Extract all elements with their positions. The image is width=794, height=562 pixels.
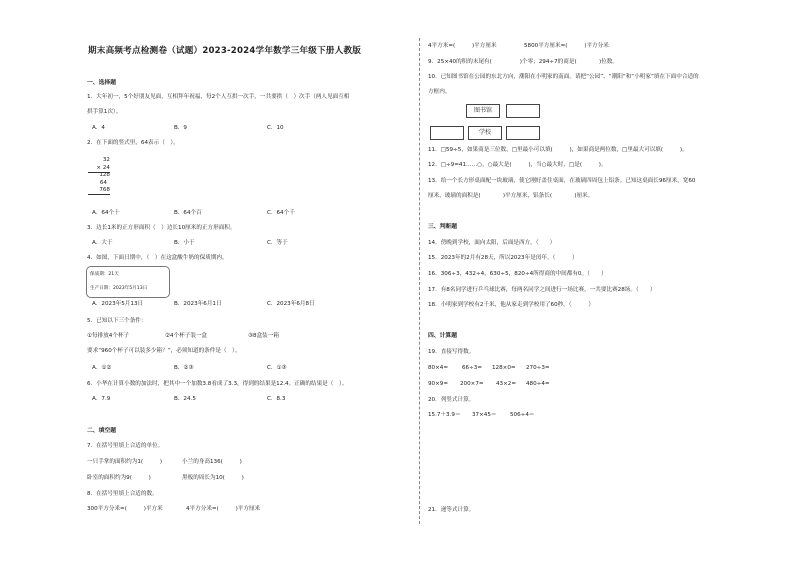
calc-item: 80×4= (428, 365, 449, 371)
vertical-row: 128 (99, 172, 110, 178)
calc-item: 480÷4= (526, 381, 550, 387)
question-1-option-a: A．4 (92, 125, 105, 131)
question-11: 11．□59÷5，如果商是三位数，□里最小可以填( )，如果商是两位数，□里最大可以填( )。 (428, 147, 688, 153)
question-8-b: 4平方分米=( )平方厘米 (186, 506, 261, 512)
calc-item: 270÷3= (526, 365, 550, 371)
vertical-calc-item: 506÷4＝ (510, 412, 535, 418)
column-divider (419, 38, 420, 524)
question-1-option-c: C．10 (267, 125, 284, 131)
question-21: 21．递等式计算。 (428, 507, 475, 513)
box-empty-right (506, 126, 540, 140)
question-5-option-b: B．②③ (174, 365, 194, 371)
section-judge-title: 三、判断题 (428, 224, 457, 230)
question-6-option-c: C．8.3 (267, 396, 286, 402)
vertical-row: 32 (102, 157, 110, 163)
question-13-line1: 13．给一个长方形桌面配一块玻璃，使它刚好盖住桌面，在玻璃四周包上铝条。已知这桌面长96厘米，宽60 (428, 178, 696, 184)
question-3-option-c: C．等于 (267, 240, 288, 246)
question-1-line1: 1．大年初一，5个好朋友见面，互相拜年祝福，每2个人互拱一次手，一共要拱（ ）次手（两人见面互相 (87, 94, 350, 100)
question-5: 5．已知以下三个条件： (87, 318, 147, 324)
question-18: 18．小明家到学校有2千米，他从家走到学校用了60秒。（ ） (428, 302, 595, 308)
vertical-line (88, 172, 110, 173)
question-7-blackboard: 黑板的周长为10( ) (182, 475, 244, 481)
question-5-condition-2: ②4个杯子装一盒 (165, 333, 208, 339)
question-4: 4．如图，下面日期中，（ ）在这盒酸牛奶的保质期内。 (87, 255, 228, 261)
question-16: 16．306÷3，432÷4，630÷5，820÷4所得商的中间都有0。（ ） (428, 271, 607, 277)
vertical-calc-item: 37×45＝ (472, 412, 497, 418)
question-13-line2: 厘米，玻璃的面积是( )平方厘米，铝条长( )厘米。 (428, 193, 594, 199)
section-choice-title: 一、选择题 (87, 80, 116, 86)
milk-shelf-life: 保质期：21天 (90, 272, 119, 277)
question-12: 12．□÷9=41……○，○最大是( )，当○最大时，□是( )。 (428, 162, 607, 168)
question-9: 9．25×40的积的末尾有( )个零；294÷7的商是( )位数。 (428, 59, 618, 65)
question-6-option-a: A．7.9 (92, 396, 111, 402)
section-fill-title: 二、填空题 (87, 428, 116, 434)
page-title: 期末高频考点检测卷（试题）2023-2024学年数学三年级下册人教版 (88, 46, 362, 56)
calc-item: 43×2= (496, 381, 517, 387)
section-calc-title: 四、计算题 (428, 333, 457, 339)
question-7-palm: 一只手掌的面积约为1( ) (87, 459, 163, 465)
question-1-line2: 拱手算1次）。 (87, 109, 122, 115)
question-2-option-a: A．64个十 (92, 210, 120, 216)
vertical-row: 768 (99, 187, 110, 193)
question-3-option-b: B．小于 (174, 240, 195, 246)
question-7-bedroom: 卧室的面积约为9( ) (87, 475, 151, 481)
question-2-option-b: B．64个百 (174, 210, 202, 216)
question-4-option-b: B．2023年6月1日 (174, 301, 222, 307)
question-7: 7．在括号里填上合适的单位。 (87, 443, 164, 449)
calc-item: 128×0= (492, 365, 516, 371)
question-5-condition-3: ③8盒装一箱 (248, 333, 279, 339)
question-4-option-c: C．2023年6月8日 (267, 301, 315, 307)
question-4-option-a: A．2023年5月13日 (92, 301, 144, 307)
question-1-option-b: B．9 (174, 125, 187, 131)
question-6: 6．小华在计算小数的加法时，把其中一个加数3.8看成了3.3，得到的结果是12.4。正确的结果是（ ）。 (87, 381, 348, 387)
question-15: 15．2023年的2月有28天，所以2023年是闰年。（ ） (428, 255, 578, 261)
calc-item: 66÷3= (462, 365, 483, 371)
question-17: 17．有8名同学进行乒乓球比赛，每两名同学之间进行一场比赛，一共要比赛28场。（ ） (428, 287, 656, 293)
question-10-line1: 10．已知图书馆在公园的东北方向，潮阳在小明家的南面。请把“公园”、“潮阳”和“小明家”填在下面中合适的 (428, 74, 699, 80)
question-2: 2．在下面的竖式里，64表示（ ）。 (87, 140, 179, 146)
question-2-option-c: C．64个千 (267, 210, 295, 216)
question-5-line2: 要求“960个杯子可以装多少箱？”，必须知道的条件是（ ）。 (87, 348, 241, 354)
question-3: 3．边长1米的正方形面积（ ）边长10厘米的正方形面积。 (87, 225, 236, 231)
question-14: 14．傍晚到学校，面向太阳，后面是西方。（ ） (428, 240, 556, 246)
box-empty-left (430, 126, 464, 140)
question-5-condition-1: ①每排放4个杯子 (87, 333, 130, 339)
question-19: 19．直接写得数。 (428, 349, 475, 355)
milk-production-date: 生产日期：2023年5月13日 (90, 286, 148, 291)
question-8-a: 300平方分米=( )平方米 (87, 506, 163, 512)
calc-item: 90×9= (428, 381, 449, 387)
box-empty-top (506, 104, 540, 118)
question-6-option-b: B．24.5 (174, 396, 196, 402)
question-8: 8．在括号里填上合适的数。 (87, 491, 158, 497)
question-8-c: 4平方米=( )平方厘米 (428, 43, 497, 49)
question-10-line2: 方框内。 (428, 89, 451, 95)
question-5-option-a: A．①② (92, 365, 112, 371)
question-3-option-a: A．大于 (92, 240, 113, 246)
question-7-height: 小兰的身高136( ) (182, 459, 242, 465)
box-school: 学校 (468, 126, 502, 140)
question-8-d: 5800平方厘米=( )平方分米 (524, 43, 609, 49)
vertical-row: 64 (99, 179, 107, 186)
vertical-multiplication (90, 157, 110, 195)
box-library: 图书馆 (466, 104, 500, 118)
vertical-row: × 24 (96, 164, 110, 171)
question-20: 20．列竖式计算。 (428, 397, 475, 403)
question-5-option-c: C．①③ (267, 365, 287, 371)
vertical-calc-item: 15.7＋3.9＝ (428, 412, 461, 418)
calc-item: 200×7= (460, 381, 484, 387)
vertical-line (88, 194, 110, 195)
